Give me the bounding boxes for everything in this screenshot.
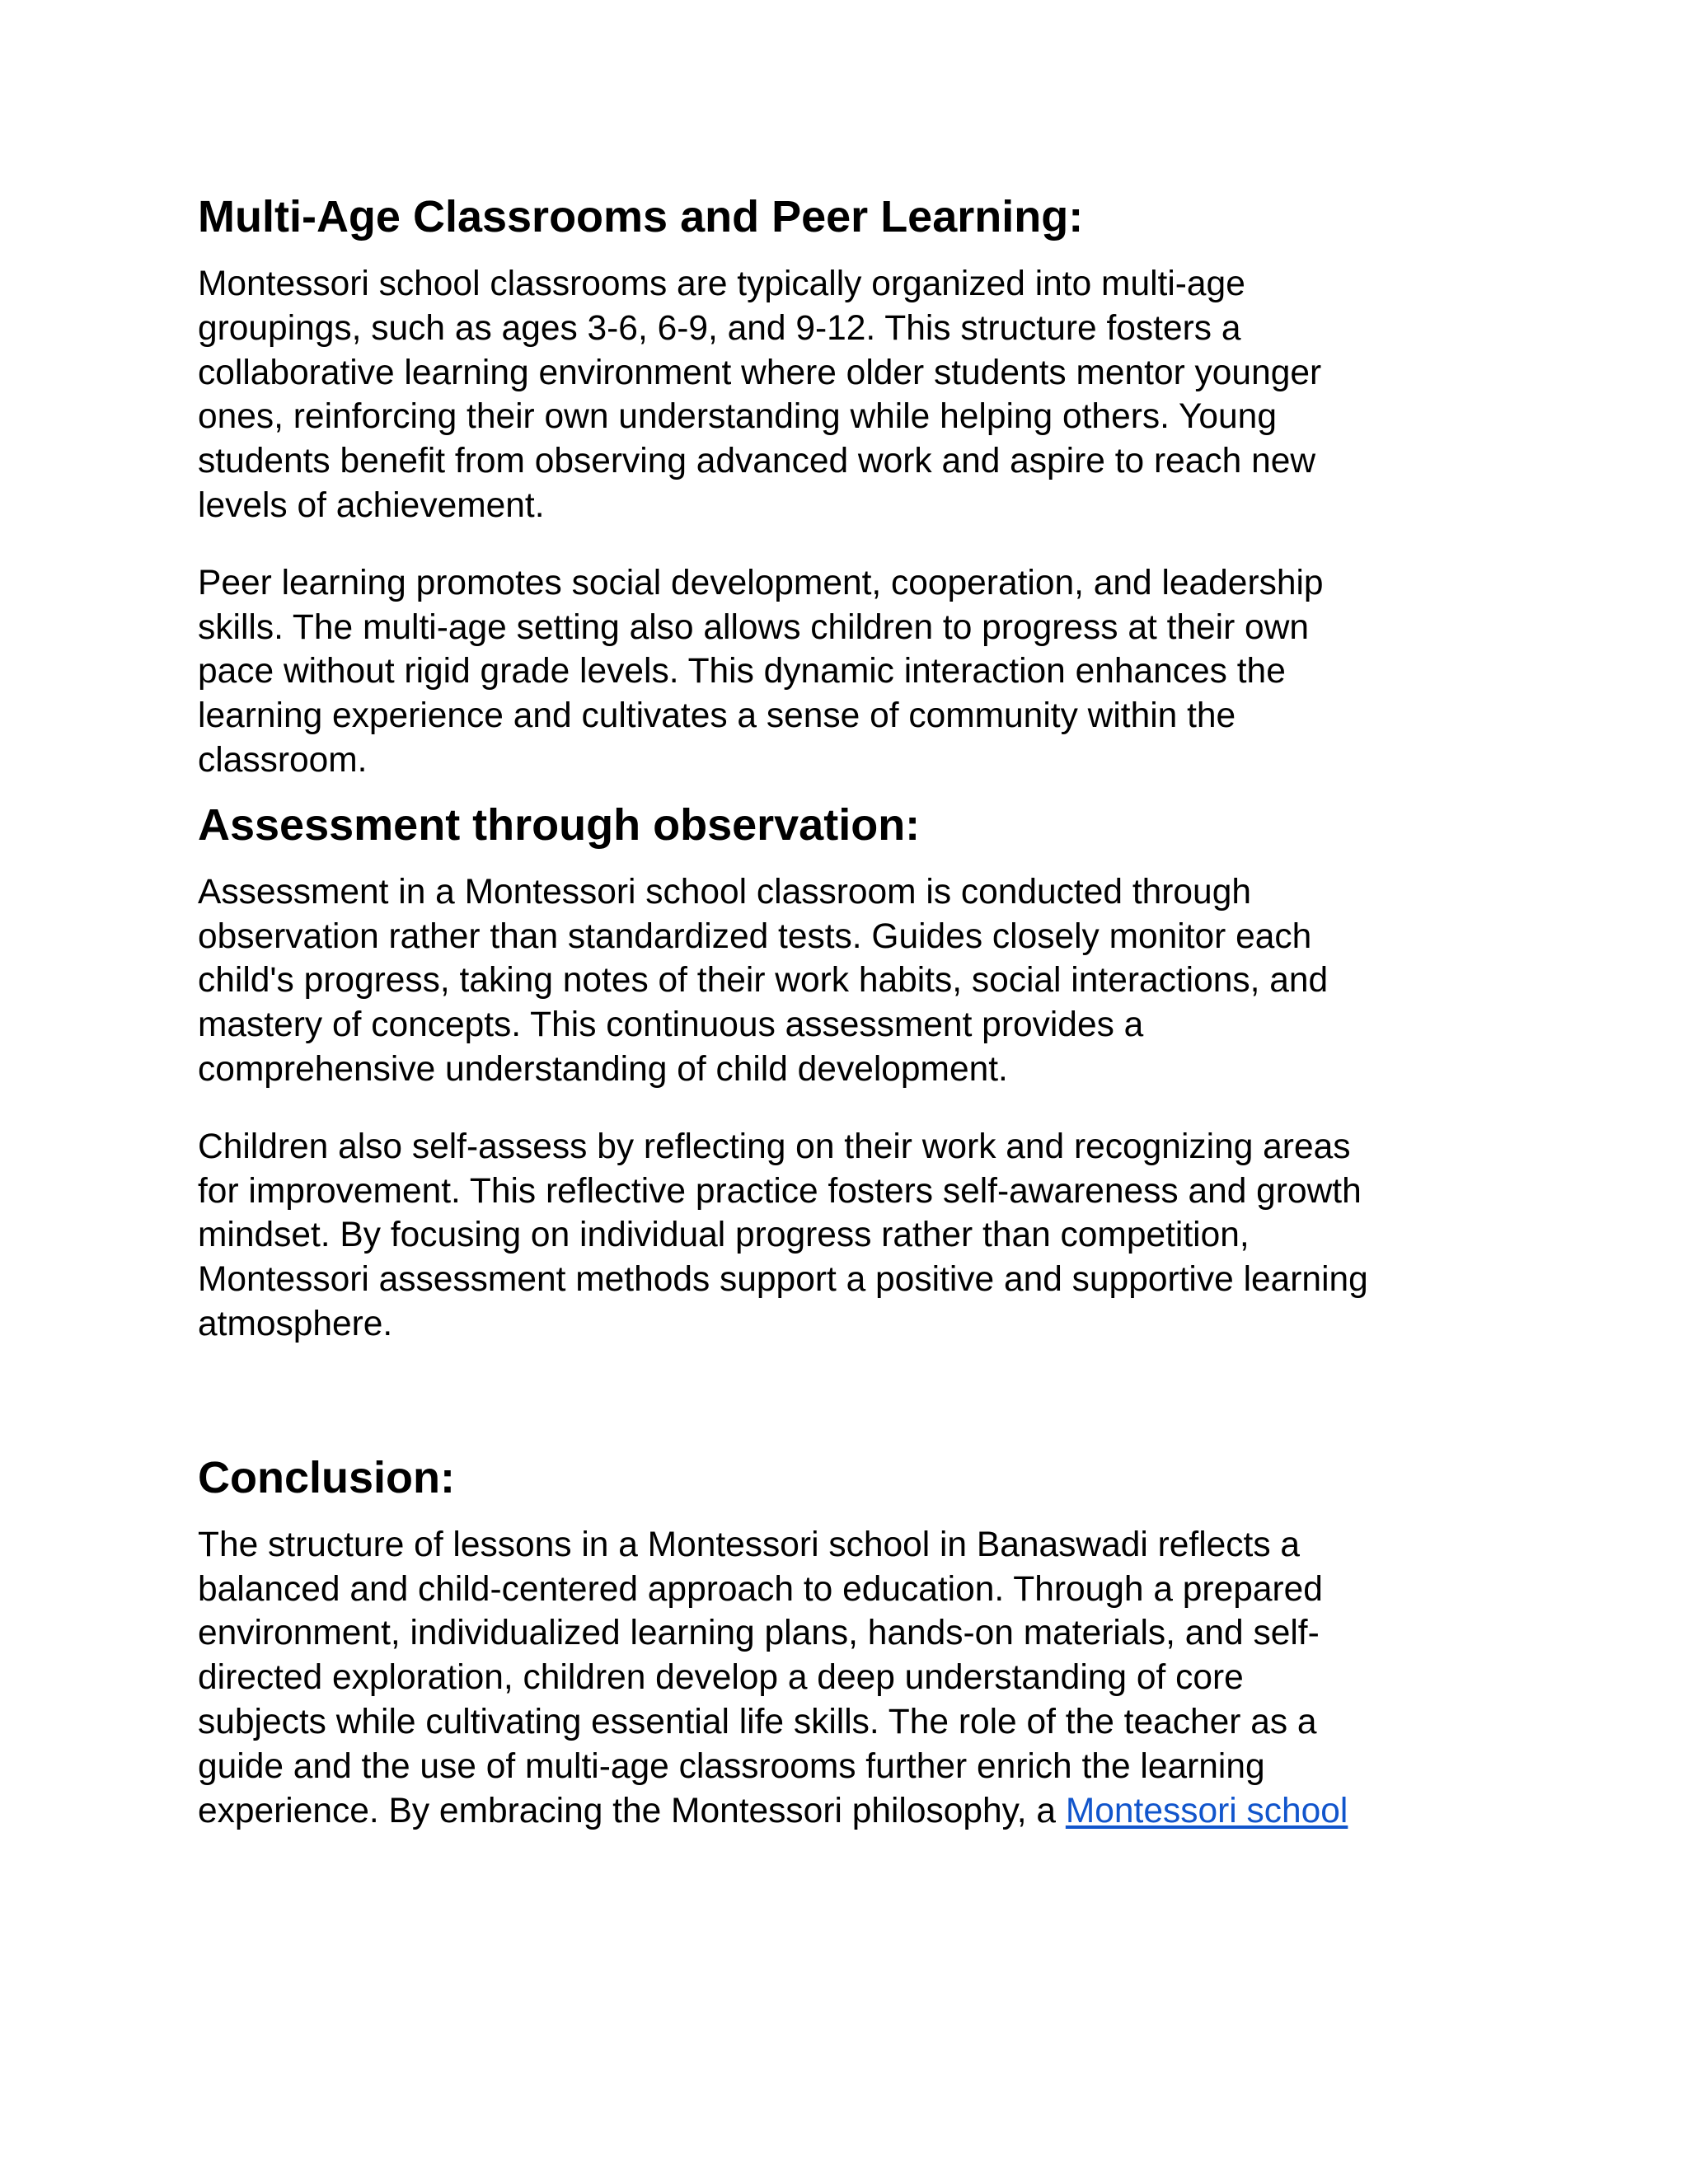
text-line: guide and the use of multi-age classrooms further enrich the learning: [198, 1746, 1265, 1786]
text-line: classroom.: [198, 740, 368, 780]
text-line: skills. The multi-age setting also allows children to progress at their own: [198, 607, 1310, 647]
heading-conclusion: Conclusion:: [198, 1452, 455, 1502]
paragraph-assessment-1: [198, 870, 1500, 1092]
paragraph-multi-age-2: [198, 561, 1500, 783]
text-line: observation rather than standardized tests. Guides closely monitor each: [198, 916, 1312, 956]
text-line: groupings, such as ages 3-6, 6-9, and 9-12. This structure fosters a: [198, 308, 1241, 348]
heading-multi-age-classrooms: Multi-Age Classrooms and Peer Learning:: [198, 192, 1084, 241]
montessori-school-link[interactable]: Montessori school: [1065, 1791, 1348, 1830]
text-line: Montessori school classrooms are typically organized into multi-age: [198, 265, 1245, 303]
text-line: Montessori assessment methods support a positive and supportive learning: [198, 1260, 1368, 1300]
text-line: subjects while cultivating essential life skills. The role of the teacher as a: [198, 1702, 1317, 1741]
text-line: atmosphere.: [198, 1304, 393, 1343]
text-line: collaborative learning environment where older students mentor younger: [198, 353, 1322, 392]
paragraph-multi-age-1: [198, 262, 1500, 528]
text-line: ones, reinforcing their own understanding while helping others. Young: [198, 397, 1277, 437]
text-line: mindset. By focusing on individual progress rather than competition,: [198, 1216, 1250, 1255]
text-line: mastery of concepts. This continuous assessment provides a: [198, 1005, 1144, 1045]
text-line: Assessment in a Montessori school classroom is conducted through: [198, 872, 1251, 912]
heading-assessment-through-observation: Assessment through observation:: [198, 799, 921, 850]
text-line: Children also self-assess by reflecting on their work and recognizing areas: [198, 1127, 1351, 1166]
text-line: directed exploration, children develop a deep understanding of core: [198, 1658, 1244, 1698]
text-line: environment, individualized learning plans, hands-on materials, and self-: [198, 1614, 1320, 1653]
text-line: The structure of lessons in a Montessori school in Banaswadi reflects a: [198, 1525, 1301, 1564]
text-line: experience. By embracing the Montessori philosophy, a: [198, 1791, 1066, 1830]
text-line: child's progress, taking notes of their work habits, social interactions, and: [198, 961, 1329, 1001]
text-line: learning experience and cultivates a sense of community within the: [198, 696, 1236, 736]
text-line: Peer learning promotes social development, cooperation, and leadership: [198, 563, 1324, 602]
text-line: balanced and child-centered approach to education. Through a prepared: [198, 1569, 1323, 1609]
text-line: comprehensive understanding of child development.: [198, 1049, 1008, 1089]
paragraph-conclusion: [198, 1523, 1500, 1834]
text-line: students benefit from observing advanced work and aspire to reach new: [198, 442, 1316, 481]
text-line-with-link: [198, 1789, 1500, 1834]
paragraph-assessment-2: [198, 1125, 1500, 1347]
text-line: pace without rigid grade levels. This dynamic interaction enhances the: [198, 652, 1286, 691]
text-line: for improvement. This reflective practice fosters self-awareness and growth: [198, 1171, 1362, 1211]
document-page: [198, 190, 1500, 1833]
text-line: levels of achievement.: [198, 485, 545, 525]
